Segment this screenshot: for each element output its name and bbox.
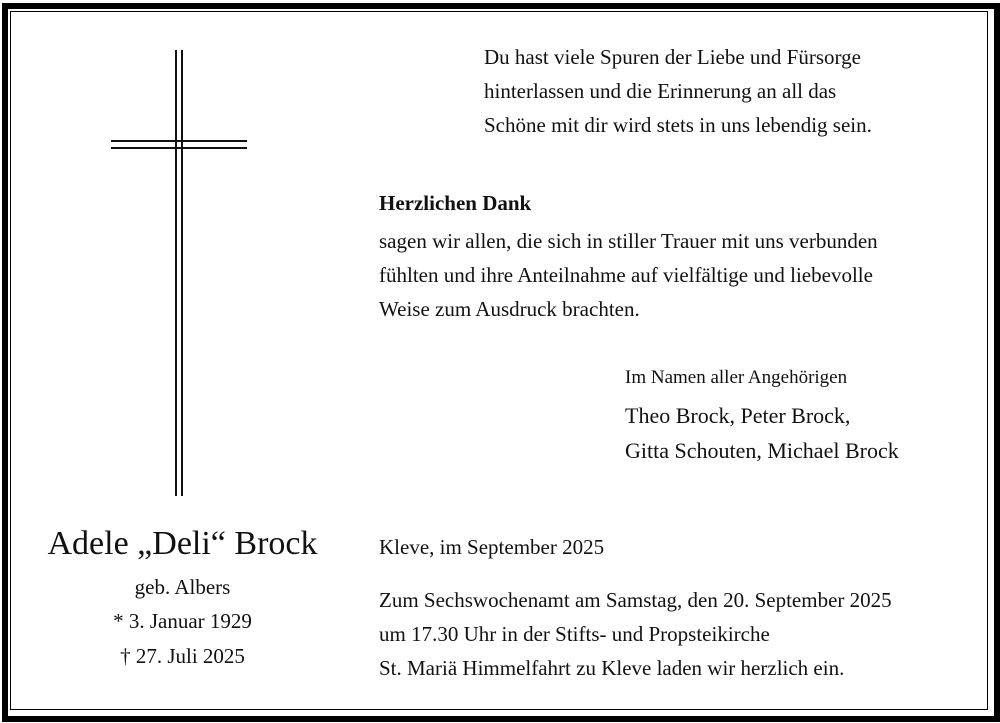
signature-names: Gitta Schouten, Michael Brock [625, 438, 899, 463]
signature-names: Theo Brock, Peter Brock, [625, 403, 851, 428]
service-line: um 17.30 Uhr in der Stifts- und Propsteikirche [379, 622, 770, 646]
deceased-name: Adele „Deli“ Brock [47, 525, 318, 562]
thanks-line: Weise zum Ausdruck brachten. [379, 297, 640, 321]
death-date: † 27. Juli 2025 [120, 644, 245, 668]
signature-intro: Im Namen aller Angehörigen [625, 367, 848, 388]
poem-line: hinterlassen und die Erinnerung an all das [484, 79, 837, 103]
poem-line: Du hast viele Spuren der Liebe und Fürsorge [484, 45, 861, 69]
service-line: St. Mariä Himmelfahrt zu Kleve laden wir herzlich ein. [379, 656, 845, 680]
birth-date: * 3. Januar 1929 [113, 609, 252, 633]
thanks-line: sagen wir allen, die sich in stiller Trauer mit uns verbunden [379, 229, 878, 253]
place-date: Kleve, im September 2025 [379, 535, 605, 559]
thanks-heading: Herzlichen Dank [379, 191, 532, 215]
thanks-line: fühlten und ihre Anteilnahme auf vielfältige und liebevolle [379, 263, 873, 287]
poem-line: Schöne mit dir wird stets in uns lebendig sein. [484, 113, 872, 137]
maiden-name: geb. Albers [134, 575, 231, 599]
service-line: Zum Sechswochenamt am Samstag, den 20. September 2025 [379, 588, 892, 612]
